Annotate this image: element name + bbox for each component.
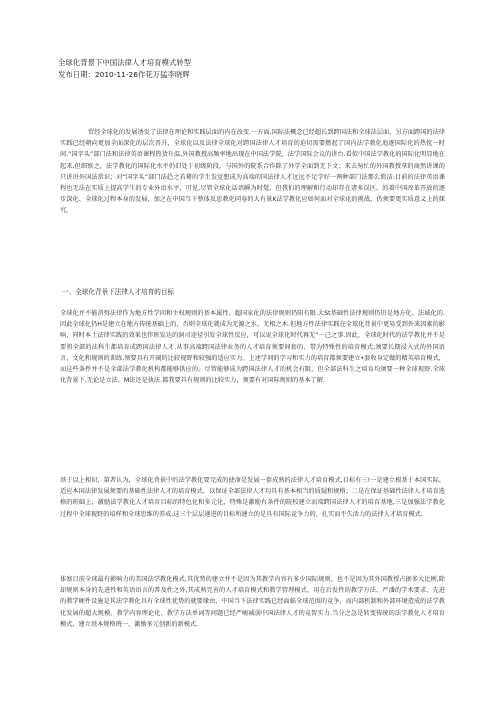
us-model-paragraph: 体察目前全球最有影响力的美国法学教化模式,其优势的建立并不是因为其教学内容有多少国际规则、也不是因为其外国教授占据多大比例,除却规则本身的先进性和英语语言的普及性之外,其成熟完善的人才培育模式和教学管理模式、用在后发性的教学方法、严潘的学术要求、先进的教学硬件设施是其法学教化具有全球性优势的就要缘由，中国当下法律实践已经面临全球范围的竞争，而内部机制和外部环境造成的法学教化发展的超大规模、教学内容理论化、教学方法单词等问题已经严峻减弱中国法律人才的竞智实力.当分之急是转变传统的法学教化人才培育模式，建立基本规格统一、激励多元创新的新模式. (60, 576, 445, 628)
publish-date-line: 发布日期：2010-11-26作花万猛李晓辉 (58, 70, 190, 79)
section-heading: 一、全球化背景下法律人才培育的目标 (62, 288, 175, 296)
document-title: 全球化背景下中国法律人才培育模式转型 (58, 58, 192, 67)
intro-paragraph: 贸经全球化的发展诱发了法律在理论和实践层面的内在改变.一方面,国际法概念已经超长到跨国法和全球法层面，另方面跨国的法律实践已经朝向更加全面深化的层次晋升，全球化以及法律全球化对跨国法律人才培育的迫切需要燃起了国内法学教化追逐国际化的热忱一时间.“国字头”部门法和法律英语课程热货升温,外国教授高频率地出现在中国法学院、法学国际会议的讲台.看似中国法学教化的国际化明显地在起来,但细察之，法学教化的国际化水平仍旧处于初级阶段，与国外的院系合作除了外学全面到无下文；来去匆忙的外国教授拿的商然讲课的只讲讲外国法常识；对“国字头”部门法趋之若鹜的学生发觉想成为高端的国法律人才远远不足学好一两种部门法那么简洁:目前的法律英语课程也无法在实质上提高学生的专业外语水平，可见,尽管全球化话语瞬为时髦，但我们的理解和行动却存在诸多误区。的着中国改革开放的逐步深化、全球化过程本身的发展，加之在中国当下整体反思教化同卷的大有景K法学教化应如何面对全球化的挑战，仍须要更实质意义上的探究， (60, 129, 445, 215)
goals-paragraph: 基于以上相识，第者认为，全球化背景中的法学教化要完成的使命是发展一套成熟的法律人才培育模式,目标有三!一是建立根基于本国实际、适应本国法律发展须要的基础性法律人才的培育模式，以保证全部法律人才均具有基本相当的质疑和规格；二是在保证基础性法律人才培育选格的班础上，激励法学教化人才培育目标的特色化和多元化，特殊是激励有条件的院校建立而端跨国法律人才的培育基地,三是加强法学教化过程中全球视野的培样和全球思维的养成.这三个层层递进的目标所建立的是具有国际竞争力的、扎实而不失活力的法律人才培育模式. (60, 477, 445, 518)
section1-paragraph: 全球化并不能消弭法律作为地方性学问和主权规则的基本属性。超国家化的法律规则仍阳有限.大St基础性法律规则仍旧是地方化、法域化的.因此全球化仍H是建立在地方传统基础上的，否则全球化就成为无源之水、无根之木.但地方性法律实践在全球化背景中更易受到外来因素的影响，同时本土法律实践的效果也伴班发达的洞司途径引发全球性反应，可以说全球化时代再无“一己之事.因此，全球化时代的法学教化并不是要将全部的法科生都培育成跨国法律人才.从事高端跨国法律业务的人才培育须要间套的、带为特殊性的培育模式,须要长期浸入式的外国语言、文化和规则的训练,须要具有开阔的比较视野和较强的适应实力。上述学问的学习和实力的培育都须要建立•套收身定做的精英培育模式，而这些条件并不是全部法学教化机构都能够供应的。尽管能够成为跨国法律人才的机会有限，但全部法科生之培育均须要一种全球视野.全球化背景下,无论是立法、M法还是执法.都我要具有规则的比较实力，须要有对国际规则的基本了解. (60, 310, 445, 385)
